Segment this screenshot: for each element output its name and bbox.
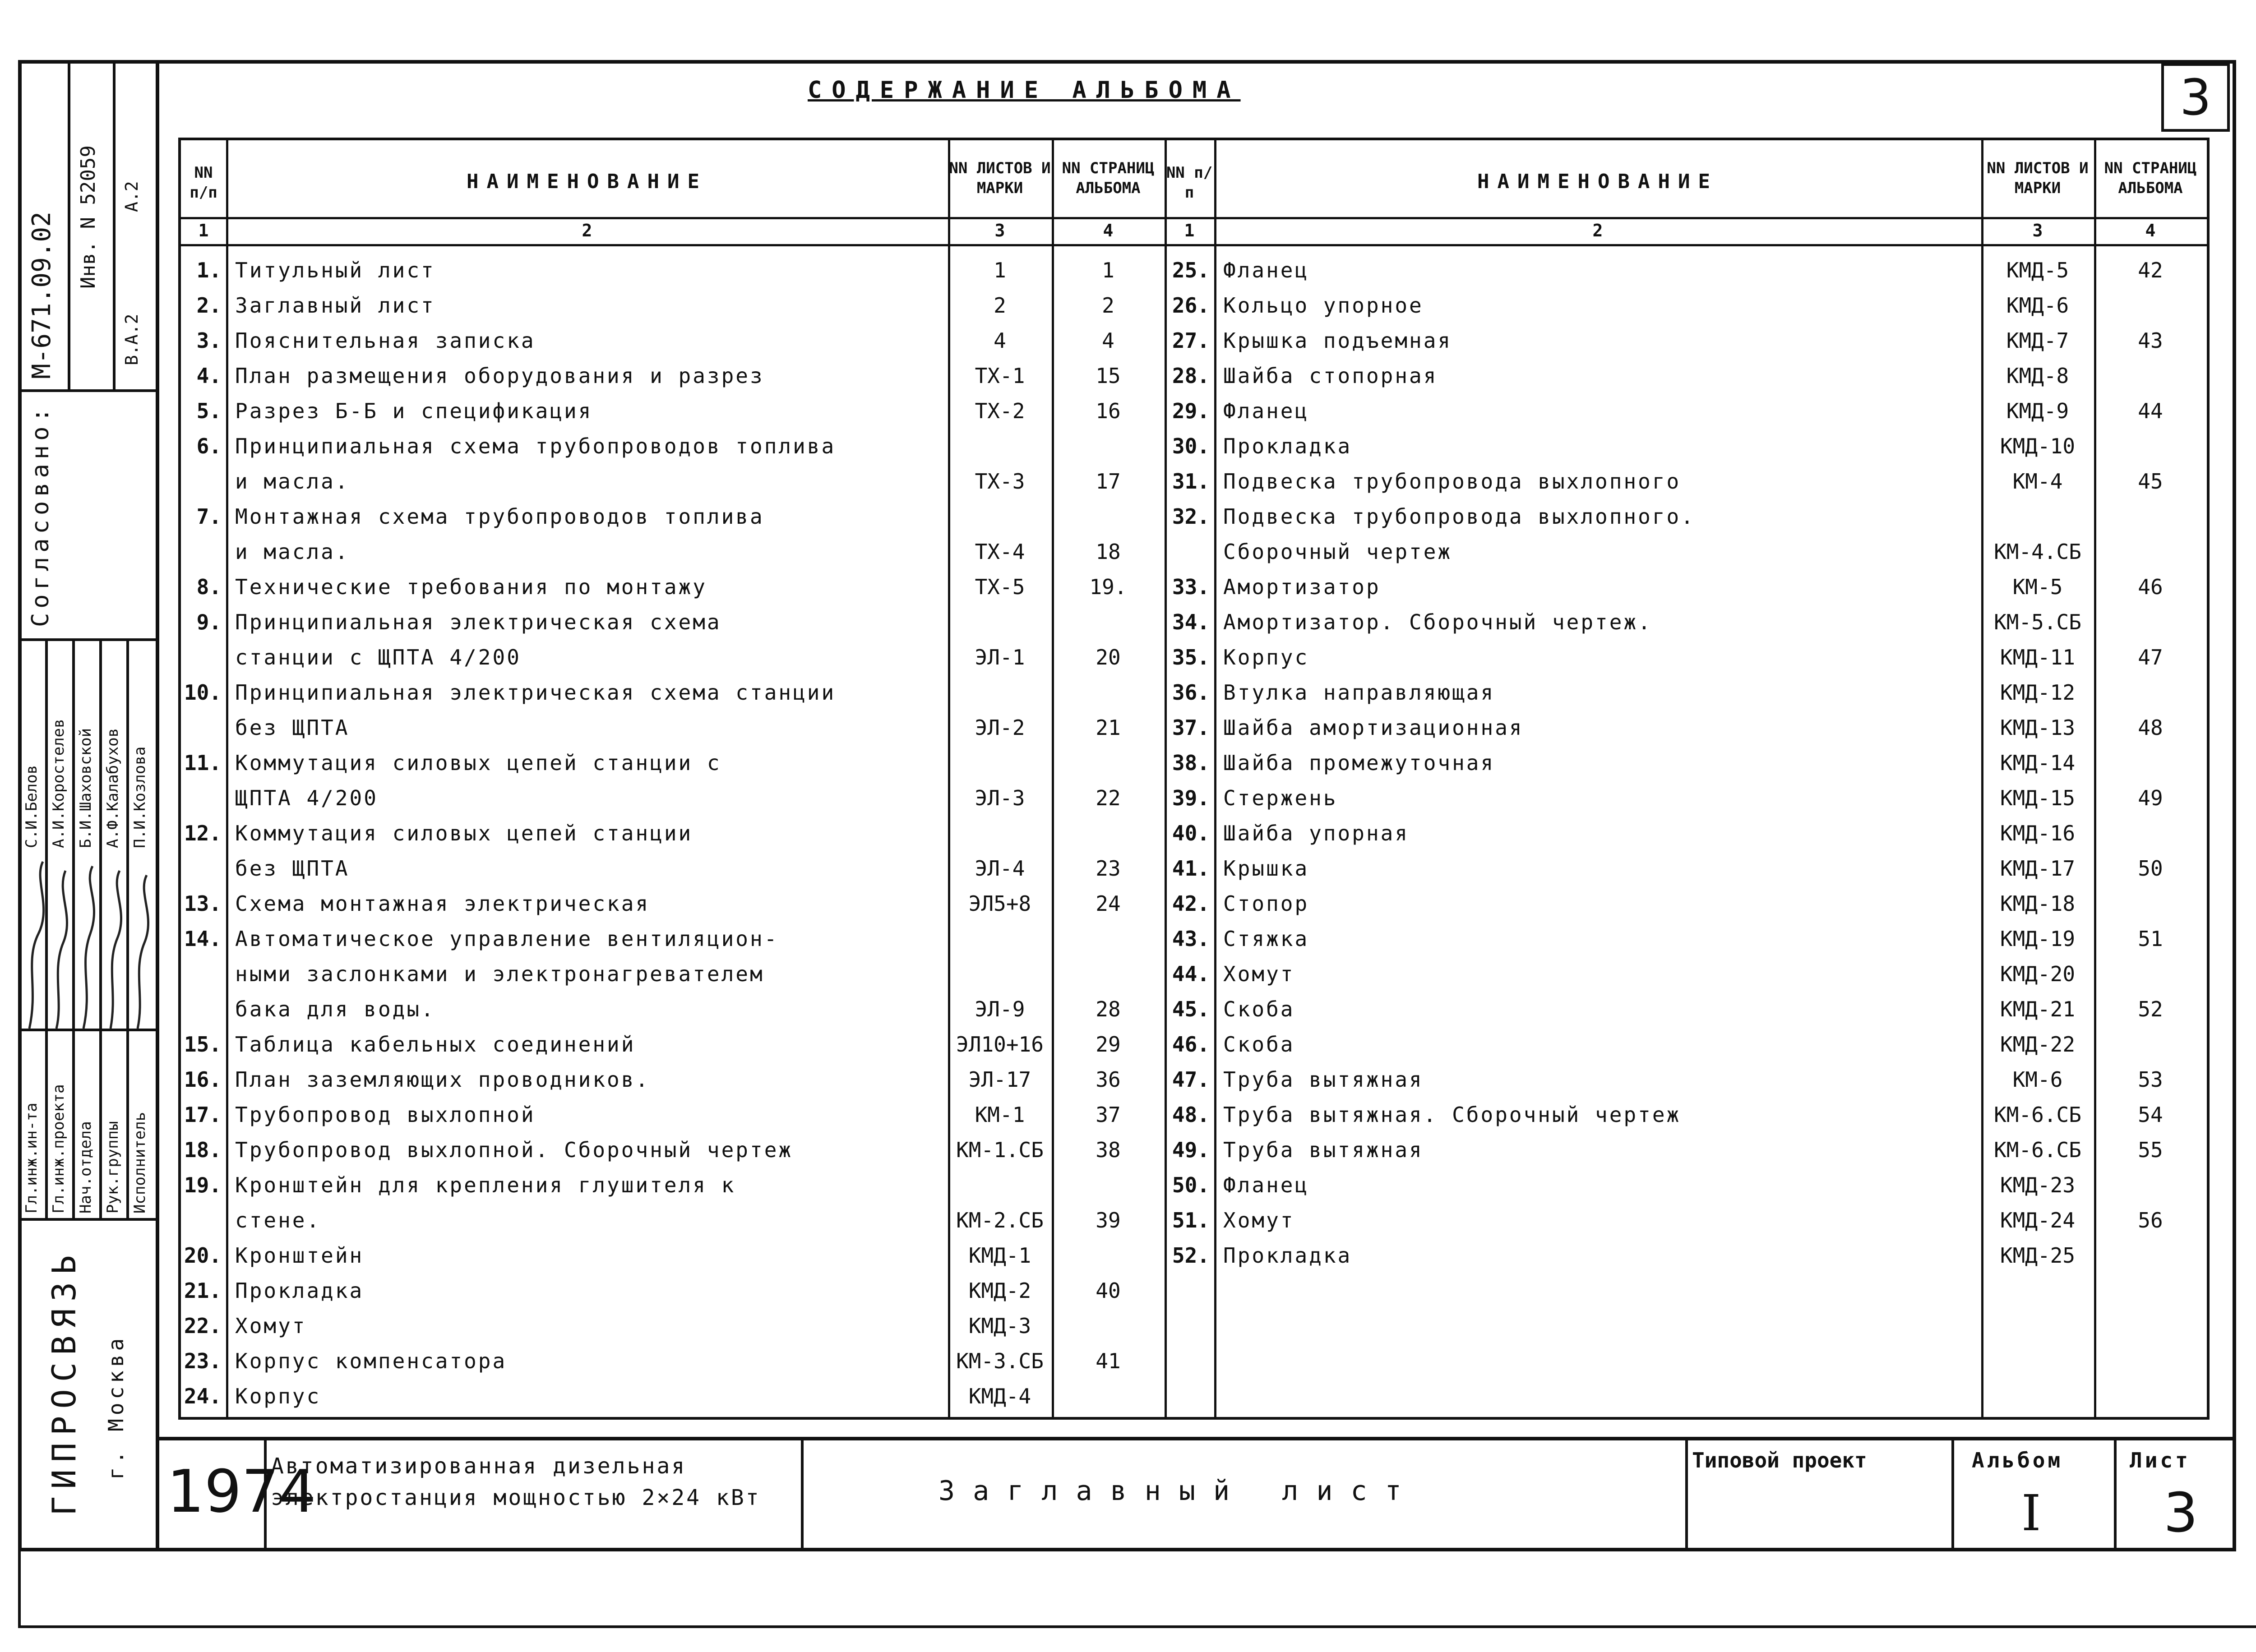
row-number: 23. bbox=[184, 1349, 222, 1373]
row-number: 17. bbox=[184, 1103, 222, 1127]
col-index: 1 bbox=[1184, 221, 1195, 240]
row-page: 16 bbox=[1096, 399, 1121, 423]
row-page: 56 bbox=[2138, 1208, 2163, 1232]
row-name: Хомут bbox=[1223, 962, 1295, 986]
row-number: 51. bbox=[1172, 1208, 1210, 1232]
row-name: Автоматическое управление вентиляцион- bbox=[235, 927, 779, 951]
col-index: 4 bbox=[2145, 221, 2156, 240]
row-mark: КМ-1 bbox=[975, 1103, 1025, 1127]
row-mark: КМ-6 bbox=[2012, 1067, 2063, 1092]
row-page: 45 bbox=[2138, 469, 2163, 494]
signer-5: П.И.Козлова bbox=[131, 746, 149, 848]
inventory-number: Инв. N 52059 bbox=[77, 145, 100, 289]
row-name: Амортизатор bbox=[1223, 575, 1381, 599]
row-number: 45. bbox=[1172, 997, 1210, 1021]
row-page: 55 bbox=[2138, 1138, 2163, 1162]
row-page: 1 bbox=[1102, 258, 1114, 282]
role-5: Исполнитель bbox=[131, 1112, 149, 1214]
row-number: 14. bbox=[184, 927, 222, 951]
row-name: Труба вытяжная bbox=[1223, 1067, 1424, 1092]
row-page: 17 bbox=[1096, 469, 1121, 494]
col-index: 1 bbox=[198, 221, 209, 240]
row-name: Шайба стопорная bbox=[1223, 364, 1438, 388]
year: 1974 bbox=[167, 1457, 316, 1526]
project-title-line2: электростанция мощностью 2×24 кВт bbox=[271, 1485, 761, 1510]
row-page: 51 bbox=[2138, 927, 2163, 951]
col-header-pages-right: NN СТРАНИЦ АЛЬБОМА bbox=[2104, 159, 2197, 197]
row-mark: ЭЛ-9 bbox=[975, 997, 1025, 1021]
row-mark: КМД-2 bbox=[968, 1278, 1031, 1303]
col-index: 3 bbox=[994, 221, 1005, 240]
role-4: Рук.группы bbox=[104, 1121, 122, 1214]
sheet-value: 3 bbox=[2164, 1482, 2198, 1545]
row-name: и масла. bbox=[235, 540, 350, 564]
row-mark: ЭЛ-1 bbox=[975, 645, 1025, 669]
row-page: 40 bbox=[1096, 1278, 1121, 1303]
row-mark: КМД-16 bbox=[2000, 821, 2076, 845]
row-number: 42. bbox=[1172, 891, 1210, 916]
row-name: Прокладка bbox=[235, 1278, 364, 1303]
bottom-margin-frame bbox=[18, 1544, 2256, 1628]
signer-2: А.И.Коростелев bbox=[50, 719, 68, 848]
row-mark: КМД-15 bbox=[2000, 786, 2076, 810]
row-page: 47 bbox=[2138, 645, 2163, 669]
row-number: 12. bbox=[184, 821, 222, 845]
row-name: ными заслонками и электронагревателем bbox=[235, 962, 764, 986]
row-number: 18. bbox=[184, 1138, 222, 1162]
row-number: 4. bbox=[196, 364, 222, 388]
row-page: 43 bbox=[2138, 328, 2163, 353]
project-title-line1: Автоматизированная дизельная bbox=[271, 1454, 687, 1479]
row-name: Корпус компенсатора bbox=[235, 1349, 507, 1373]
row-name: Подвеска трубопровода выхлопного bbox=[1223, 469, 1681, 494]
row-number: 28. bbox=[1172, 364, 1210, 388]
row-number: 3. bbox=[196, 328, 222, 353]
row-mark: 1 bbox=[994, 258, 1006, 282]
organization: ГИПРОСВЯЗЬ bbox=[45, 1248, 83, 1516]
row-number: 52. bbox=[1172, 1243, 1210, 1268]
row-mark: КМ-3.СБ bbox=[956, 1349, 1044, 1373]
row-number: 49. bbox=[1172, 1138, 1210, 1162]
row-page: 41 bbox=[1096, 1349, 1121, 1373]
page-title: СОДЕРЖАНИЕ АЛЬБОМА bbox=[808, 77, 1241, 104]
row-name: Втулка направляющая bbox=[1223, 680, 1495, 705]
row-number: 20. bbox=[184, 1243, 222, 1268]
row-page: 2 bbox=[1102, 293, 1114, 318]
contents-table bbox=[178, 138, 2210, 1420]
row-name: Стержень bbox=[1223, 786, 1338, 810]
row-name: Трубопровод выхлопной. Сборочный чертеж bbox=[235, 1138, 793, 1162]
row-mark: КМД-3 bbox=[968, 1314, 1031, 1338]
row-mark: КМД-12 bbox=[2000, 680, 2076, 705]
row-name: Подвеска трубопровода выхлопного. bbox=[1223, 504, 1695, 529]
row-mark: КМД-13 bbox=[2000, 715, 2076, 740]
row-number: 33. bbox=[1172, 575, 1210, 599]
col-header-no: NN п/п bbox=[190, 164, 217, 202]
row-number: 21. bbox=[184, 1278, 222, 1303]
row-mark: ТХ-5 bbox=[975, 575, 1025, 599]
row-name: Стопор bbox=[1223, 891, 1309, 916]
row-name: и масла. bbox=[235, 469, 350, 494]
row-mark: 4 bbox=[994, 328, 1006, 353]
row-page: 23 bbox=[1096, 856, 1121, 881]
row-number: 30. bbox=[1172, 434, 1210, 458]
project-title bbox=[271, 1450, 761, 1514]
row-page: 15 bbox=[1096, 364, 1121, 388]
role-2: Гл.инж.проекта bbox=[50, 1084, 68, 1214]
row-mark: ЭЛ-4 bbox=[975, 856, 1025, 881]
col-index: 3 bbox=[2032, 221, 2043, 240]
col-header-name-right: НАИМЕНОВАНИЕ bbox=[1477, 170, 1718, 193]
row-page: 52 bbox=[2138, 997, 2163, 1021]
row-number: 25. bbox=[1172, 258, 1210, 282]
row-name: Пояснительная записка bbox=[235, 328, 536, 353]
row-page: 4 bbox=[1102, 328, 1114, 353]
row-page: 22 bbox=[1096, 786, 1121, 810]
row-name: Кронштейн для крепления глушителя к bbox=[235, 1173, 736, 1197]
row-name: Шайба амортизационная bbox=[1223, 715, 1524, 740]
sheet-title: Заглавный лист bbox=[938, 1475, 1419, 1507]
row-mark: ТХ-3 bbox=[975, 469, 1025, 494]
row-mark: КМД-23 bbox=[2000, 1173, 2076, 1197]
row-name: Технические требования по монтажу bbox=[235, 575, 707, 599]
col-header-marks-right: NN ЛИСТОВ И МАРКИ bbox=[1987, 159, 2089, 197]
document-code: М-671.09.02 bbox=[27, 212, 56, 379]
row-page: 29 bbox=[1096, 1032, 1121, 1057]
row-name: Прокладка bbox=[1223, 434, 1352, 458]
row-mark: КМД-21 bbox=[2000, 997, 2076, 1021]
row-page: 36 bbox=[1096, 1067, 1121, 1092]
city: г. Москва bbox=[104, 1334, 128, 1480]
col-index: 2 bbox=[582, 221, 592, 240]
row-page: 53 bbox=[2138, 1067, 2163, 1092]
row-number: 43. bbox=[1172, 927, 1210, 951]
row-mark: КМ-1.СБ bbox=[956, 1138, 1044, 1162]
row-name: ЩПТА 4/200 bbox=[235, 786, 378, 810]
row-number: 27. bbox=[1172, 328, 1210, 353]
row-mark: КМД-4 bbox=[968, 1384, 1031, 1408]
row-name: Крышка подъемная bbox=[1223, 328, 1452, 353]
row-mark: КМД-10 bbox=[2000, 434, 2076, 458]
row-name: Стяжка bbox=[1223, 927, 1309, 951]
row-mark: КМД-20 bbox=[2000, 962, 2076, 986]
row-mark: КМД-24 bbox=[2000, 1208, 2076, 1232]
col-index: 2 bbox=[1592, 221, 1603, 240]
row-mark: КМД-14 bbox=[2000, 751, 2076, 775]
row-mark: ТХ-1 bbox=[975, 364, 1025, 388]
col-header-no-right: NN п/п bbox=[1166, 164, 1213, 202]
row-mark: КМД-11 bbox=[2000, 645, 2076, 669]
row-name: Хомут bbox=[235, 1314, 307, 1338]
row-mark: ТХ-2 bbox=[975, 399, 1025, 423]
row-mark: КМД-9 bbox=[2006, 399, 2069, 423]
row-name: Схема монтажная электрическая bbox=[235, 891, 650, 916]
row-page: 20 bbox=[1096, 645, 1121, 669]
row-mark: КМД-7 bbox=[2006, 328, 2069, 353]
col-header-pages: NN СТРАНИЦ АЛЬБОМА bbox=[1062, 159, 1155, 197]
row-number: 2. bbox=[196, 293, 222, 318]
row-name: Монтажная схема трубопроводов топлива bbox=[235, 504, 764, 529]
row-name: Труба вытяжная bbox=[1223, 1138, 1424, 1162]
typical-project-label: Типовой проект bbox=[1692, 1448, 1867, 1472]
row-number: 35. bbox=[1172, 645, 1210, 669]
row-name: без ЩПТА bbox=[235, 715, 350, 740]
row-number: 48. bbox=[1172, 1103, 1210, 1127]
row-name: Прокладка bbox=[1223, 1243, 1352, 1268]
row-page: 18 bbox=[1096, 540, 1121, 564]
agreed-label: Согласовано: bbox=[27, 403, 54, 627]
sheet-number: 3 bbox=[2161, 63, 2230, 132]
row-number: 50. bbox=[1172, 1173, 1210, 1197]
row-number: 13. bbox=[184, 891, 222, 916]
row-page: 50 bbox=[2138, 856, 2163, 881]
row-name: Корпус bbox=[1223, 645, 1309, 669]
row-mark: ЭЛ-2 bbox=[975, 715, 1025, 740]
row-number: 36. bbox=[1172, 680, 1210, 705]
row-page: 48 bbox=[2138, 715, 2163, 740]
album-label: Альбом bbox=[1972, 1448, 2063, 1472]
signer-1: С.И.Белов bbox=[23, 765, 41, 848]
row-number: 15. bbox=[184, 1032, 222, 1057]
row-name: Амортизатор. Сборочный чертеж. bbox=[1223, 610, 1652, 634]
row-number: 29. bbox=[1172, 399, 1210, 423]
row-number: 7. bbox=[196, 504, 222, 529]
row-number: 41. bbox=[1172, 856, 1210, 881]
row-number: 6. bbox=[196, 434, 222, 458]
row-name: Шайба упорная bbox=[1223, 821, 1410, 845]
row-name: Труба вытяжная. Сборочный чертеж bbox=[1223, 1103, 1681, 1127]
row-name: Таблица кабельных соединений bbox=[235, 1032, 636, 1057]
row-page: 28 bbox=[1096, 997, 1121, 1021]
row-mark: КМ-4 bbox=[2012, 469, 2063, 494]
row-number: 31. bbox=[1172, 469, 1210, 494]
row-mark: КМД-18 bbox=[2000, 891, 2076, 916]
row-mark: ТХ-4 bbox=[975, 540, 1025, 564]
row-name: Трубопровод выхлопной bbox=[235, 1103, 536, 1127]
row-mark: КМД-5 bbox=[2006, 258, 2069, 282]
row-mark: КМД-25 bbox=[2000, 1243, 2076, 1268]
stamp-divider bbox=[18, 638, 156, 641]
row-number: 5. bbox=[196, 399, 222, 423]
stamp-divider bbox=[18, 389, 156, 392]
signer-4: А.Ф.Калабухов bbox=[104, 728, 122, 848]
col-header-marks: NN ЛИСТОВ И МАРКИ bbox=[949, 159, 1051, 197]
row-number: 19. bbox=[184, 1173, 222, 1197]
row-name: Титульный лист bbox=[235, 258, 435, 282]
row-mark: КМ-4.СБ bbox=[1994, 540, 2081, 564]
role-3: Нач.отдела bbox=[77, 1121, 95, 1214]
row-number: 10. bbox=[184, 680, 222, 705]
row-mark: ЭЛ-17 bbox=[968, 1067, 1031, 1092]
row-mark: КМД-1 bbox=[968, 1243, 1031, 1268]
row-number: 8. bbox=[196, 575, 222, 599]
row-name: станции с ЩПТА 4/200 bbox=[235, 645, 521, 669]
row-mark: ЭЛ-3 bbox=[975, 786, 1025, 810]
stamp-a2: А.2 bbox=[122, 181, 142, 212]
role-1: Гл.инж.ин-та bbox=[23, 1103, 41, 1214]
row-name: Шайба промежуточная bbox=[1223, 751, 1495, 775]
signature-scribbles bbox=[20, 853, 156, 1033]
row-name: Заглавный лист bbox=[235, 293, 435, 318]
row-name: Фланец bbox=[1223, 258, 1309, 282]
row-name: Разрез Б-Б и спецификация bbox=[235, 399, 593, 423]
row-mark: КМ-6.СБ bbox=[1994, 1103, 2081, 1127]
row-name: без ЩПТА bbox=[235, 856, 350, 881]
row-number: 9. bbox=[196, 610, 222, 634]
row-name: Принципиальная электрическая схема станции bbox=[235, 680, 836, 705]
row-name: Коммутация силовых цепей станции bbox=[235, 821, 693, 845]
row-page: 38 bbox=[1096, 1138, 1121, 1162]
row-page: 37 bbox=[1096, 1103, 1121, 1127]
row-number: 44. bbox=[1172, 962, 1210, 986]
stamp-divider bbox=[18, 1218, 156, 1221]
signer-3: Б.И.Шаховской bbox=[77, 728, 95, 848]
row-page: 46 bbox=[2138, 575, 2163, 599]
row-page: 39 bbox=[1096, 1208, 1121, 1232]
row-name: бака для воды. bbox=[235, 997, 435, 1021]
col-header-name: НАИМЕНОВАНИЕ bbox=[467, 170, 707, 193]
row-mark: КМ-5.СБ bbox=[1994, 610, 2081, 634]
row-number: 26. bbox=[1172, 293, 1210, 318]
row-page: 21 bbox=[1096, 715, 1121, 740]
row-number: 11. bbox=[184, 751, 222, 775]
row-page: 54 bbox=[2138, 1103, 2163, 1127]
row-page: 24 bbox=[1096, 891, 1121, 916]
row-mark: КМД-19 bbox=[2000, 927, 2076, 951]
row-number: 22. bbox=[184, 1314, 222, 1338]
row-number: 38. bbox=[1172, 751, 1210, 775]
row-name: стене. bbox=[235, 1208, 321, 1232]
stamp-divider bbox=[113, 60, 116, 389]
row-mark: КМД-8 bbox=[2006, 364, 2069, 388]
row-number: 34. bbox=[1172, 610, 1210, 634]
row-number: 39. bbox=[1172, 786, 1210, 810]
row-page: 19. bbox=[1089, 575, 1127, 599]
row-number: 37. bbox=[1172, 715, 1210, 740]
row-number: 32. bbox=[1172, 504, 1210, 529]
row-name: Сборочный чертеж bbox=[1223, 540, 1452, 564]
row-name: Коммутация силовых цепей станции с bbox=[235, 751, 721, 775]
row-mark: КМД-6 bbox=[2006, 293, 2069, 318]
row-mark: КМ-6.СБ bbox=[1994, 1138, 2081, 1162]
row-name: Крышка bbox=[1223, 856, 1309, 881]
row-name: Скоба bbox=[1223, 1032, 1295, 1057]
row-number: 16. bbox=[184, 1067, 222, 1092]
sheet-label: Лист bbox=[2130, 1448, 2191, 1472]
col-index: 4 bbox=[1103, 221, 1114, 240]
row-mark: 2 bbox=[994, 293, 1006, 318]
row-name: Кронштейн bbox=[235, 1243, 364, 1268]
row-mark: ЭЛ5+8 bbox=[968, 891, 1031, 916]
row-number: 1. bbox=[196, 258, 222, 282]
row-name: Хомут bbox=[1223, 1208, 1295, 1232]
stamp-divider bbox=[68, 60, 70, 389]
row-name: План заземляющих проводников. bbox=[235, 1067, 650, 1092]
row-name: План размещения оборудования и разрез bbox=[235, 364, 764, 388]
row-name: Фланец bbox=[1223, 399, 1309, 423]
row-name: Фланец bbox=[1223, 1173, 1309, 1197]
row-mark: КМД-17 bbox=[2000, 856, 2076, 881]
row-mark: КМД-22 bbox=[2000, 1032, 2076, 1057]
row-page: 42 bbox=[2138, 258, 2163, 282]
row-mark: КМ-2.СБ bbox=[956, 1208, 1044, 1232]
row-number: 24. bbox=[184, 1384, 222, 1408]
row-name: Корпус bbox=[235, 1384, 321, 1408]
row-number: 47. bbox=[1172, 1067, 1210, 1092]
row-name: Принципиальная схема трубопроводов топлива bbox=[235, 434, 836, 458]
row-mark: КМ-5 bbox=[2012, 575, 2063, 599]
row-mark: ЭЛ10+16 bbox=[956, 1032, 1044, 1057]
row-page: 49 bbox=[2138, 786, 2163, 810]
row-page: 44 bbox=[2138, 399, 2163, 423]
row-number: 46. bbox=[1172, 1032, 1210, 1057]
row-name: Кольцо упорное bbox=[1223, 293, 1424, 318]
stamp-va2: В.А.2 bbox=[122, 314, 142, 365]
album-value: I bbox=[2021, 1484, 2041, 1542]
row-number: 40. bbox=[1172, 821, 1210, 845]
row-name: Скоба bbox=[1223, 997, 1295, 1021]
row-name: Принципиальная электрическая схема bbox=[235, 610, 721, 634]
